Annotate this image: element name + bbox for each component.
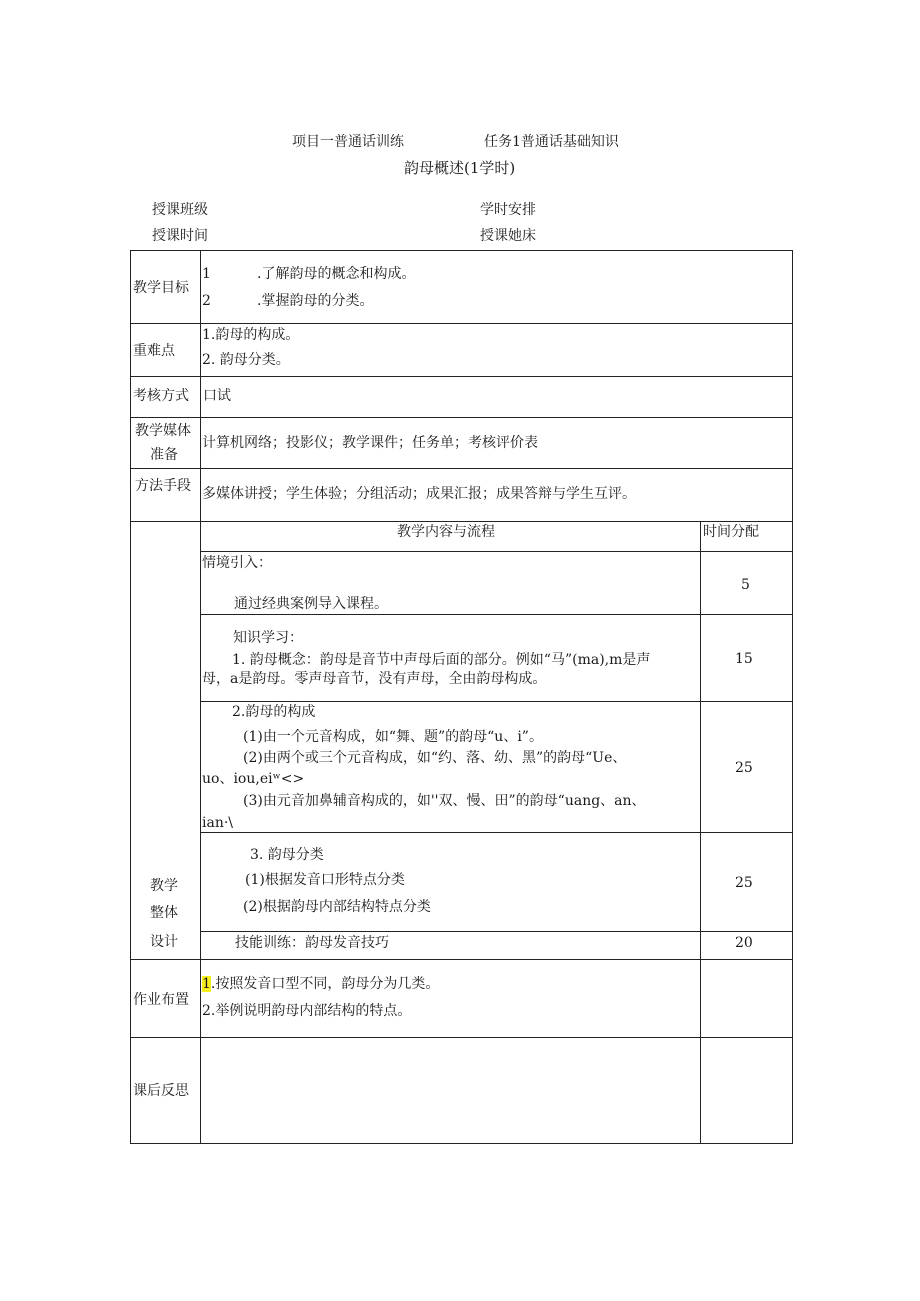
step3-line2: (1)由一个元音构成，如“舞、题”的韵母“u、i”。 <box>243 729 543 745</box>
class-label: 授课班级 <box>152 202 208 218</box>
methods-label: 方法手段 <box>135 478 191 494</box>
homework-item-1-num: 1 <box>202 976 211 992</box>
col-time-header: 时间分配 <box>703 524 759 540</box>
assessment-value: 口试 <box>203 388 231 404</box>
step2-line3: 母，a是韵母。零声母音节，没有声母，全由韵母构成。 <box>202 671 547 687</box>
homework-item-2: 2.举例说明韵母内部结构的特点。 <box>202 1003 412 1019</box>
design-label-2: 整体 <box>150 905 178 921</box>
homework-item-1-text: .按照发音口型不同，韵母分为几类。 <box>210 976 440 992</box>
step3-line4: uo、iou,eiʷ<> <box>202 771 305 787</box>
step5-time: 20 <box>735 935 753 951</box>
step3-line1: 2.韵母的构成 <box>232 704 316 720</box>
step2-time: 15 <box>735 651 753 667</box>
goal-1-text: .了解韵母的概念和构成。 <box>257 266 416 282</box>
keypoint-2: 2. 韵母分类。 <box>202 352 290 368</box>
keypoint-1: 1.韵母的构成。 <box>202 327 300 343</box>
media-label-1: 教学媒体 <box>135 423 191 439</box>
task-title: 任务1普通话基础知识 <box>484 134 619 150</box>
project-title: 项目一普通话训练 <box>292 134 404 150</box>
step1-line1: 情境引入： <box>202 555 272 571</box>
step5-line1: 技能训练：韵母发音技巧 <box>235 935 389 951</box>
homework-item-1 <box>202 974 439 994</box>
step4-line2: (1)根据发音口形特点分类 <box>245 872 405 888</box>
step3-line3: (2)由两个或三个元音构成，如“约、落、幼、黑”的韵母“Ue、 <box>243 750 627 766</box>
step1-time: 5 <box>741 577 750 593</box>
assessment-label: 考核方式 <box>133 388 189 404</box>
step2-line2: 1. 韵母概念：韵母是音节中声母后面的部分。例如“马”(ma),m是声 <box>232 652 651 668</box>
keypoints-label: 重难点 <box>133 343 175 359</box>
place-label: 授课她床 <box>480 228 536 244</box>
lesson-title: 韵母概述(1学时) <box>404 159 516 177</box>
homework-label: 作业布置 <box>133 992 189 1008</box>
media-value: 计算机网络；投影仪；教学课件；任务单；考核评价表 <box>202 435 538 451</box>
reflection-label: 课后反思 <box>133 1083 189 1099</box>
step4-line3: (2)根据韵母内部结构特点分类 <box>243 899 431 915</box>
goal-1-num: 1 <box>202 266 211 282</box>
media-label-2: 准备 <box>150 447 178 463</box>
step3-line6: ian·\ <box>202 815 234 831</box>
hours-label: 学时安排 <box>480 202 536 218</box>
goal-2-text: .掌握韵母的分类。 <box>257 293 374 309</box>
step4-time: 25 <box>735 875 753 891</box>
goal-2-num: 2 <box>202 293 211 309</box>
step4-line1: 3. 韵母分类 <box>250 847 324 863</box>
time-label: 授课时间 <box>152 228 208 244</box>
design-label-1: 教学 <box>150 878 178 894</box>
step2-line1: 知识学习： <box>233 630 303 646</box>
step1-line2: 通过经典案例导入课程。 <box>234 596 388 612</box>
goals-label: 教学目标 <box>133 280 189 296</box>
col-content-header: 教学内容与流程 <box>397 524 495 540</box>
step3-time: 25 <box>735 760 753 776</box>
step3-line5: (3)由元音加鼻辅音构成的，如''双、慢、田”的韵母“uang、an、 <box>243 793 646 809</box>
design-label-3: 设计 <box>150 934 178 950</box>
methods-value: 多媒体讲授；学生体验；分组活动；成果汇报；成果答辩与学生互评。 <box>202 486 636 502</box>
